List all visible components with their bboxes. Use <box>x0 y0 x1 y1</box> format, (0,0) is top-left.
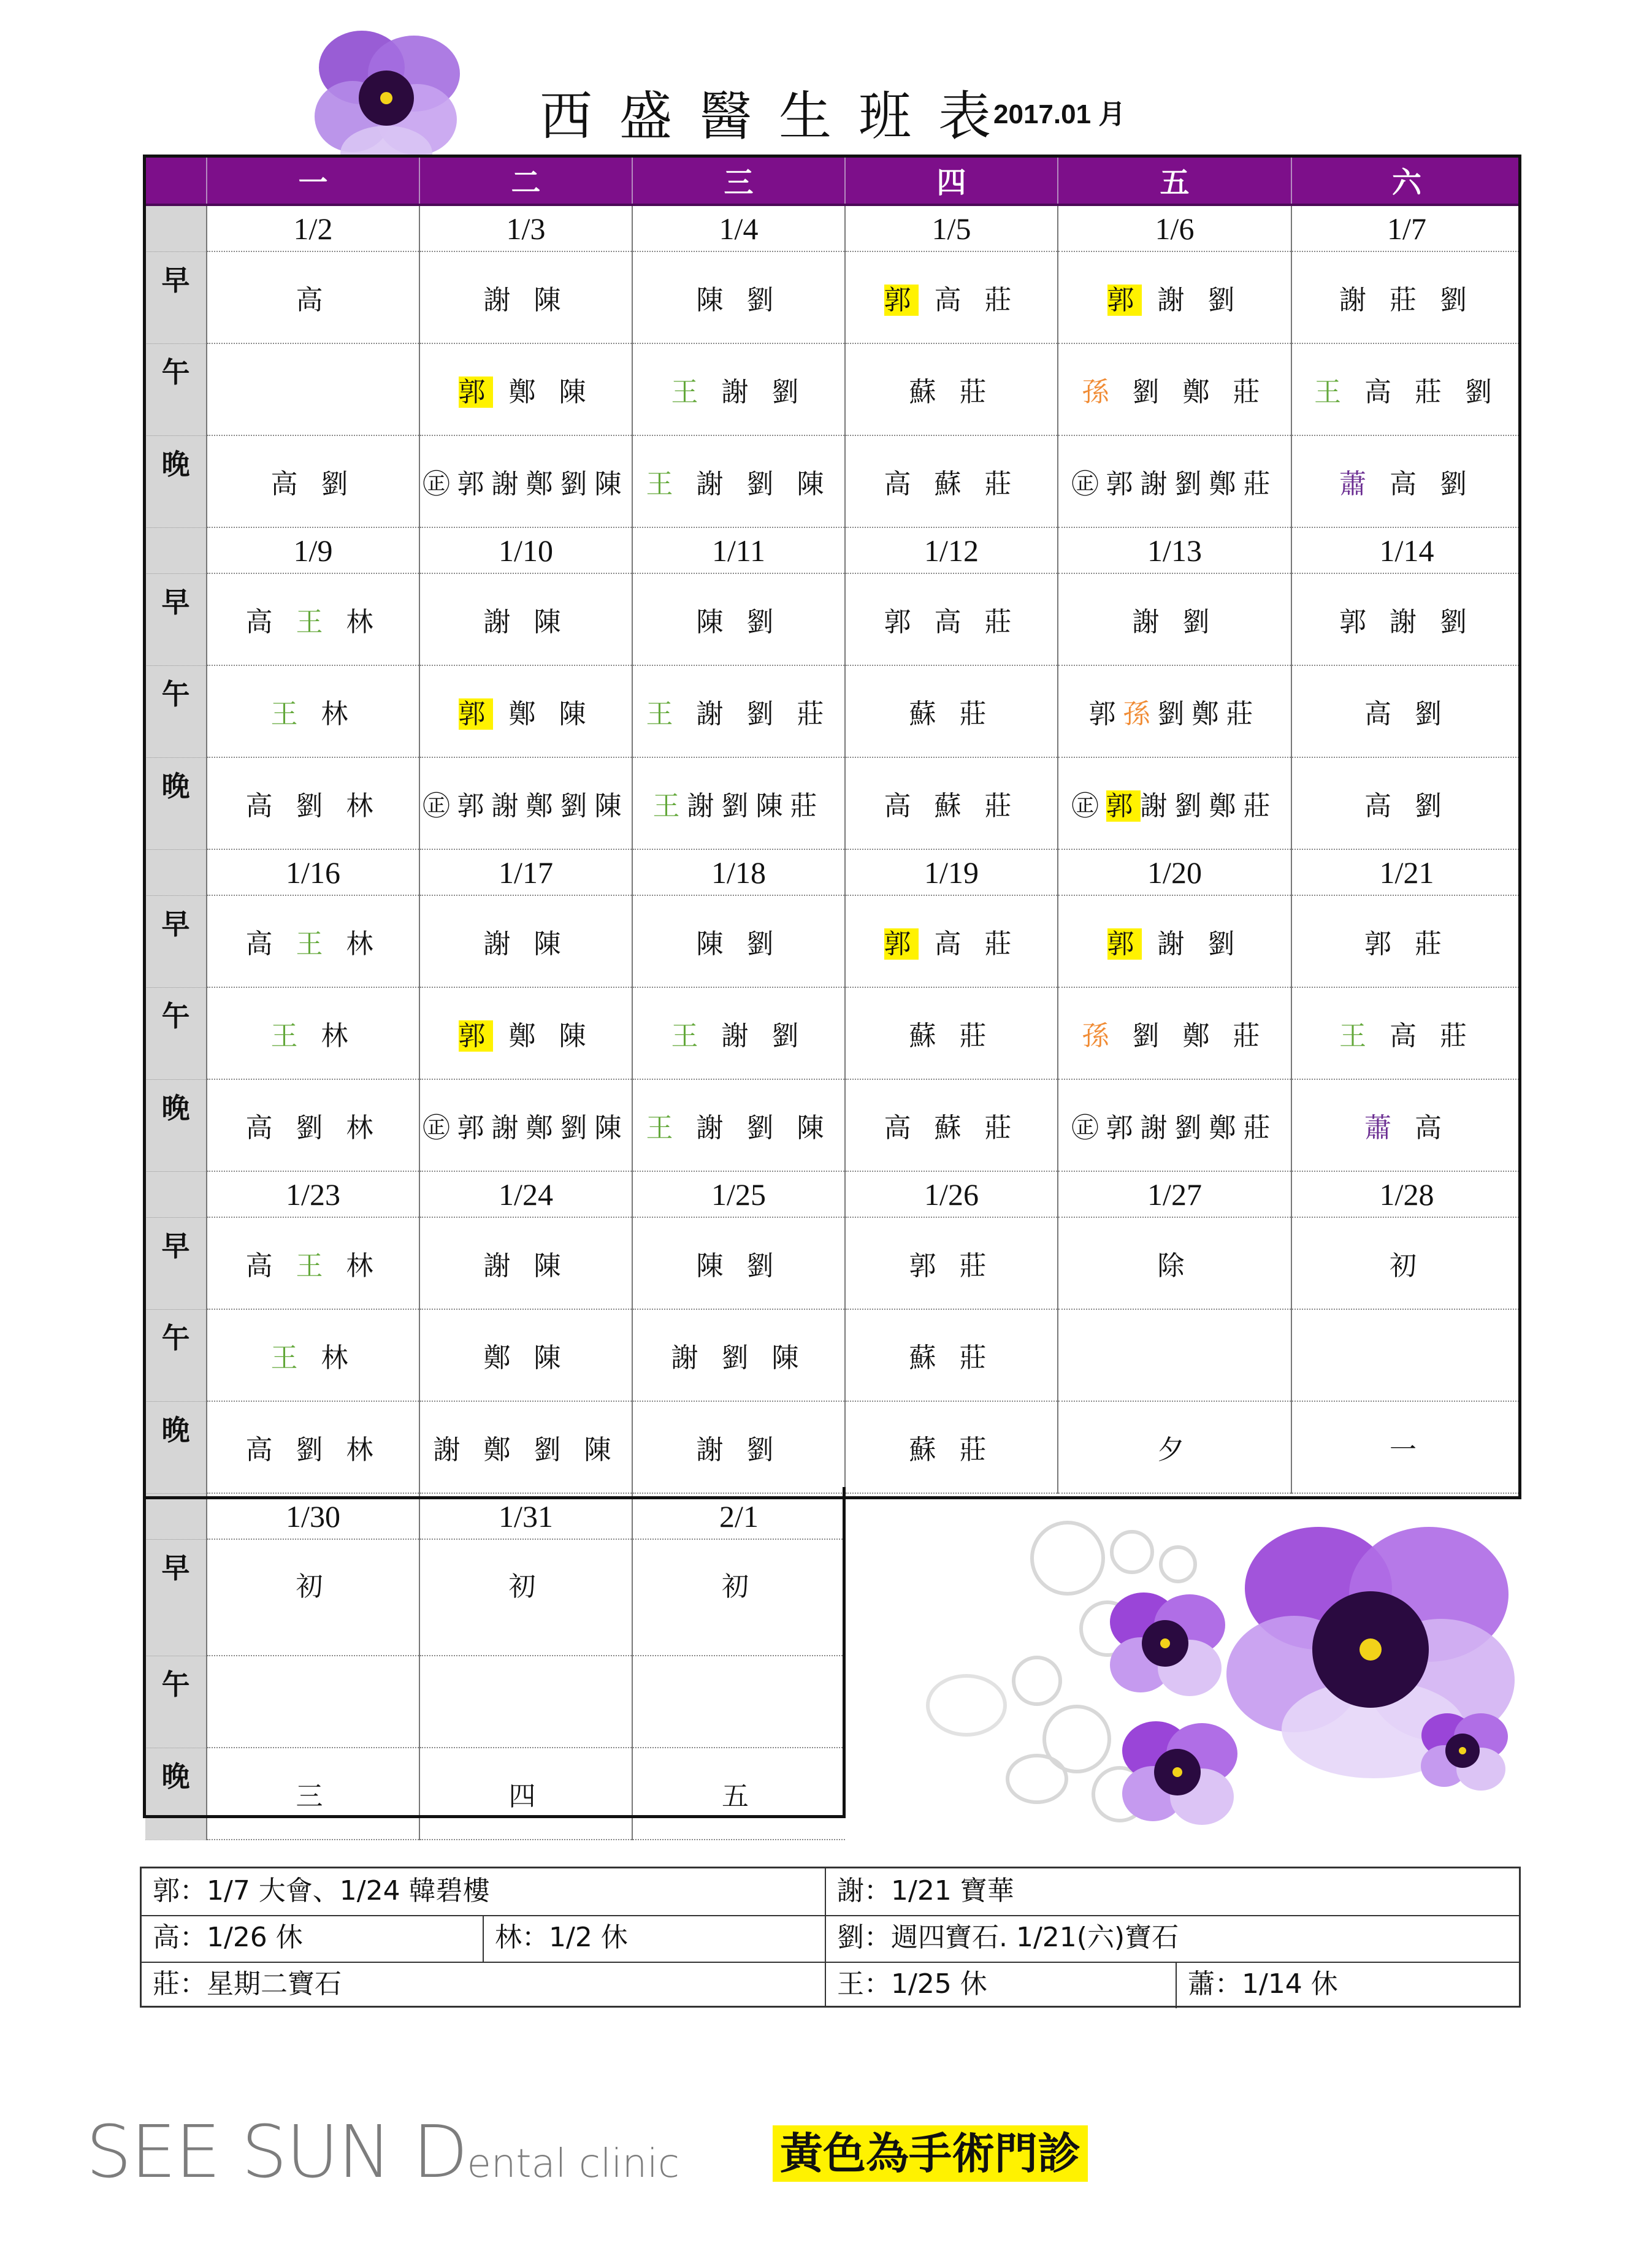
date-cell: 1/14 <box>1291 527 1521 573</box>
pansy-flower-icon <box>1104 1582 1226 1705</box>
doctor-name: 高 劉 <box>1364 790 1449 822</box>
doctor-name: 謝 陳 <box>483 928 568 960</box>
doctor-name: 林 <box>330 606 381 638</box>
doctor-name: 蘇 莊 <box>909 698 994 730</box>
doctor-name: 高 蘇 莊 <box>884 790 1019 822</box>
date-row-side <box>145 527 207 573</box>
schedule-cell <box>207 1309 419 1401</box>
schedule-cell <box>207 665 419 757</box>
schedule-cell <box>1291 757 1521 849</box>
schedule-cell <box>1058 573 1291 665</box>
doctor-name: 林 <box>330 1250 381 1282</box>
date-cell: 1/13 <box>1058 527 1291 573</box>
doctor-name: 五 <box>722 1781 756 1812</box>
date-row-side <box>145 1493 207 1539</box>
weekday-header: 一 <box>207 156 419 205</box>
schedule-cell <box>419 1748 632 1840</box>
doctor-name: 王 <box>671 1020 706 1052</box>
doctor-name: 郭 高 莊 <box>884 606 1019 638</box>
schedule-cell <box>419 757 632 849</box>
date-cell: 1/27 <box>1058 1171 1291 1217</box>
doctor-name: ㊣郭謝鄭劉陳 <box>423 1112 629 1144</box>
schedule-cell <box>207 1656 419 1748</box>
schedule-cell <box>1291 251 1521 343</box>
schedule-cell <box>1058 1401 1291 1493</box>
shift-label: 早 <box>145 573 207 665</box>
doctor-name: 王 <box>646 468 681 500</box>
doctor-name: 郭 莊 <box>909 1250 994 1282</box>
schedule-cell <box>845 1079 1058 1171</box>
doctor-name: 蕭 <box>1364 1112 1399 1144</box>
schedule-cell <box>632 1656 845 1748</box>
doctor-name: 陳 劉 <box>696 285 781 316</box>
shift-label: 晚 <box>145 757 207 849</box>
shift-label: 晚 <box>145 1401 207 1493</box>
schedule-cell <box>419 1217 632 1309</box>
doctor-name: 謝 劉 <box>705 377 806 408</box>
clinic-logo-small: ental clinic <box>467 2141 680 2187</box>
doctor-name: 謝 陳 <box>483 1250 568 1282</box>
schedule-cell <box>1058 895 1291 987</box>
doctor-name: 三 <box>296 1781 331 1812</box>
surgery-doctor: 郭 <box>1107 928 1142 960</box>
schedule-cell <box>632 1309 845 1401</box>
schedule-cell <box>632 1217 845 1309</box>
schedule-cell <box>1058 435 1291 527</box>
doctor-name: 林 <box>330 928 381 960</box>
doctor-name: 王 <box>1339 1020 1374 1052</box>
schedule-cell <box>207 251 419 343</box>
shift-label: 早 <box>145 895 207 987</box>
note-xiao: 蕭：1/14 休 <box>1188 1968 1338 2000</box>
date-cell: 1/24 <box>419 1171 632 1217</box>
weekday-header: 三 <box>632 156 845 205</box>
doctor-name: 鄭 陳 <box>483 1342 568 1374</box>
schedule-cell <box>207 757 419 849</box>
schedule-cell <box>1291 665 1521 757</box>
date-cell: 1/31 <box>419 1493 632 1539</box>
doctor-name: 高 <box>245 1250 296 1282</box>
note-guo: 郭：1/7 大會、1/24 韓碧樓 <box>153 1875 490 1906</box>
doctor-name: 郭 <box>1088 698 1123 730</box>
doctor-name: 謝 劉 陳 <box>680 1112 832 1144</box>
bubble-decoration-icon <box>1030 1521 1105 1596</box>
surgery-doctor: 郭 <box>1106 790 1141 822</box>
schedule-cell <box>845 895 1058 987</box>
doctor-name: 高 劉 <box>1364 698 1449 730</box>
doctor-name: 謝 劉 陳 <box>680 468 832 500</box>
schedule-cell <box>419 1539 632 1656</box>
schedule-cell <box>632 251 845 343</box>
doctor-name: 高 莊 劉 <box>1348 377 1499 408</box>
weekday-header-row <box>145 156 1521 205</box>
schedule-cell <box>1058 1309 1291 1401</box>
schedule-cell <box>207 1401 419 1493</box>
schedule-cell <box>632 757 845 849</box>
doctor-name: 高 莊 <box>918 285 1019 316</box>
shift-label: 早 <box>145 1217 207 1309</box>
doctor-name: 孫 <box>1123 698 1158 730</box>
schedule-cell <box>1058 1217 1291 1309</box>
date-cell: 1/9 <box>207 527 419 573</box>
shift-label: 午 <box>145 1656 207 1748</box>
date-row <box>145 527 1521 573</box>
doctor-name: ㊣郭謝鄭劉陳 <box>423 468 629 500</box>
note-zhuang: 莊：星期二寶石 <box>153 1968 342 2000</box>
date-row-side <box>145 849 207 895</box>
header-corner <box>145 156 207 205</box>
doctor-name: 高 <box>1399 1112 1449 1144</box>
schedule-cell <box>1058 665 1291 757</box>
note-wang: 王：1/25 休 <box>837 1968 987 2000</box>
schedule-cell <box>632 1401 845 1493</box>
schedule-cell <box>1291 343 1521 435</box>
schedule-cell <box>207 1748 419 1840</box>
shift-row-afternoon <box>145 665 1521 757</box>
doctor-name: 謝劉鄭莊 <box>1140 790 1278 822</box>
doctor-name: 高 劉 林 <box>245 790 381 822</box>
schedule-cell <box>419 435 632 527</box>
doctor-name: 高 劉 林 <box>245 1112 381 1144</box>
schedule-cell <box>845 1401 1058 1493</box>
doctor-name: 高 莊 <box>918 928 1019 960</box>
doctor-name: 謝 劉 <box>1141 928 1242 960</box>
doctor-name: 鄭 陳 <box>492 1020 594 1052</box>
doctor-name: ㊣郭謝劉鄭莊 <box>1071 1112 1278 1144</box>
schedule-cell <box>207 435 419 527</box>
doctor-name: 謝劉陳莊 <box>687 790 825 822</box>
schedule-cell <box>845 1217 1058 1309</box>
shift-row-evening <box>145 435 1521 527</box>
schedule-cell <box>207 1539 419 1656</box>
doctor-name: 陳 劉 <box>696 1250 781 1282</box>
date-cell: 2/1 <box>632 1493 845 1539</box>
schedule-cell <box>419 987 632 1079</box>
schedule-cell <box>419 665 632 757</box>
shift-label: 晚 <box>145 1748 207 1840</box>
doctor-name: 孫 <box>1082 377 1117 408</box>
doctor-name: 高 <box>245 606 296 638</box>
shift-row-afternoon <box>145 987 1521 1079</box>
schedule-cell <box>845 757 1058 849</box>
shift-label: 晚 <box>145 435 207 527</box>
doctor-name: 高 <box>296 285 331 316</box>
schedule-cell <box>1291 1079 1521 1171</box>
weekday-header: 五 <box>1058 156 1291 205</box>
date-cell: 1/17 <box>419 849 632 895</box>
doctor-name: 謝 陳 <box>483 285 568 316</box>
date-cell: 1/21 <box>1291 849 1521 895</box>
doctor-name: 王 <box>646 1112 681 1144</box>
bubble-decoration-icon <box>1012 1656 1062 1706</box>
note-lin: 林：1/2 休 <box>495 1922 628 1953</box>
shift-row-morning <box>145 895 1521 987</box>
schedule-cell <box>419 895 632 987</box>
schedule-cell <box>1291 1309 1521 1401</box>
date-cell: 1/11 <box>632 527 845 573</box>
doctor-name: 初 <box>722 1571 756 1602</box>
pansy-flower-icon <box>1116 1711 1239 1833</box>
doctor-name: 謝 劉 莊 <box>680 698 832 730</box>
schedule-cell <box>1291 987 1521 1079</box>
schedule-cell <box>632 1079 845 1171</box>
empty-cell <box>845 1539 1058 1656</box>
schedule-cell <box>207 573 419 665</box>
shift-label: 午 <box>145 1309 207 1401</box>
schedule-cell <box>632 343 845 435</box>
schedule-cell <box>207 1079 419 1171</box>
doctor-name: 王 <box>1314 377 1349 408</box>
surgery-doctor: 郭 <box>884 928 919 960</box>
doctor-name: 高 蘇 莊 <box>884 468 1019 500</box>
schedule-cell <box>1058 251 1291 343</box>
shift-row-evening <box>145 757 1521 849</box>
note-xie: 謝：1/21 寶華 <box>837 1875 1014 1906</box>
doctor-name: 王 <box>270 1342 305 1374</box>
doctor-name: 高 蘇 莊 <box>884 1112 1019 1144</box>
doctor-name: 王 <box>270 1020 305 1052</box>
date-cell: 1/20 <box>1058 849 1291 895</box>
bubble-decoration-icon <box>1006 1754 1068 1804</box>
shift-label: 晚 <box>145 1079 207 1171</box>
doctor-name: 陳 劉 <box>696 606 781 638</box>
weekday-header: 六 <box>1291 156 1521 205</box>
clinic-logo <box>86 2109 679 2194</box>
doctor-name: 高 劉 <box>270 468 356 500</box>
schedule-cell <box>845 251 1058 343</box>
doctor-name: 高 <box>245 928 296 960</box>
doctor-name: 鄭 陳 <box>492 377 594 408</box>
date-cell: 1/7 <box>1291 205 1521 251</box>
schedule-cell <box>419 1656 632 1748</box>
doctor-name: 一 <box>1390 1434 1424 1466</box>
date-cell: 1/25 <box>632 1171 845 1217</box>
schedule-cell <box>207 895 419 987</box>
schedule-cell <box>845 1309 1058 1401</box>
date-cell: 1/16 <box>207 849 419 895</box>
surgery-doctor: 郭 <box>458 1020 493 1052</box>
shift-row-morning <box>145 573 1521 665</box>
schedule-cell <box>1058 1079 1291 1171</box>
shift-label: 午 <box>145 987 207 1079</box>
doctor-name: 鄭 陳 <box>492 698 594 730</box>
shift-label: 早 <box>145 1539 207 1656</box>
doctor-name: 謝 陳 <box>483 606 568 638</box>
schedule-cell <box>845 435 1058 527</box>
note-gao: 高：1/26 休 <box>153 1922 303 1953</box>
date-cell: 1/4 <box>632 205 845 251</box>
doctor-name: 謝 鄭 劉 陳 <box>433 1434 619 1466</box>
date-cell: 1/10 <box>419 527 632 573</box>
shift-label: 午 <box>145 665 207 757</box>
doctor-name: 郭 莊 <box>1364 928 1449 960</box>
shift-row-evening <box>145 1401 1521 1493</box>
shift-row-afternoon <box>145 1309 1521 1401</box>
doctor-name: 謝 劉 <box>1132 606 1217 638</box>
clinic-logo-main: SEE SUN D <box>86 2109 467 2194</box>
schedule-cell <box>1291 895 1521 987</box>
doctor-name: 陳 劉 <box>696 928 781 960</box>
shift-row-evening <box>145 1079 1521 1171</box>
schedule-cell <box>419 1079 632 1171</box>
doctor-name: ㊣郭謝鄭劉陳 <box>423 790 629 822</box>
date-cell: 1/3 <box>419 205 632 251</box>
doctor-name: 蘇 莊 <box>909 1020 994 1052</box>
schedule-month: 2017.01 月 <box>993 99 1126 129</box>
schedule-cell <box>845 987 1058 1079</box>
schedule-cell <box>845 573 1058 665</box>
doctor-name: 劉 鄭 莊 <box>1116 1020 1268 1052</box>
note-liu: 劉：週四寶石. 1/21(六)寶石 <box>837 1922 1179 1953</box>
doctor-name: 除 <box>1157 1250 1192 1282</box>
doctor-name: 王 <box>646 698 681 730</box>
schedule-cell <box>632 895 845 987</box>
doctor-name: 謝 劉 <box>1141 285 1242 316</box>
doctor-name: 林 <box>305 698 356 730</box>
schedule-cell <box>207 1217 419 1309</box>
doctor-name: 謝 莊 劉 <box>1339 285 1474 316</box>
surgery-doctor: 郭 <box>458 377 493 408</box>
shift-label: 午 <box>145 343 207 435</box>
doctor-name: 劉鄭莊 <box>1157 698 1261 730</box>
doctor-name: 劉 鄭 莊 <box>1116 377 1268 408</box>
doctor-name: 初 <box>508 1571 543 1602</box>
doctor-name: 王 <box>296 928 331 960</box>
shift-label: 早 <box>145 251 207 343</box>
doctor-name: 王 <box>270 698 305 730</box>
schedule-cell <box>632 573 845 665</box>
schedule-cell <box>1291 1401 1521 1493</box>
schedule-cell <box>1058 757 1291 849</box>
schedule-cell <box>419 573 632 665</box>
doctor-name: 郭 謝 劉 <box>1339 606 1474 638</box>
doctor-name: 謝 劉 <box>705 1020 806 1052</box>
date-cell: 1/28 <box>1291 1171 1521 1217</box>
date-cell: 1/23 <box>207 1171 419 1217</box>
surgery-doctor: 郭 <box>458 698 493 730</box>
doctor-name: 謝 劉 陳 <box>671 1342 806 1374</box>
doctor-name: 林 <box>305 1342 356 1374</box>
schedule-cell <box>632 987 845 1079</box>
schedule-cell <box>1291 573 1521 665</box>
doctor-name: 王 <box>296 1250 331 1282</box>
schedule-cell <box>845 665 1058 757</box>
doctor-name: 林 <box>305 1020 356 1052</box>
doctor-name: 蕭 <box>1339 468 1374 500</box>
schedule-cell <box>1291 435 1521 527</box>
schedule-cell <box>632 1539 845 1656</box>
shift-row-morning <box>145 251 1521 343</box>
schedule-cell <box>207 987 419 1079</box>
weekday-header: 二 <box>419 156 632 205</box>
schedule-cell <box>419 1309 632 1401</box>
doctor-name: 初 <box>1390 1250 1424 1282</box>
doctor-name: 王 <box>671 377 706 408</box>
schedule-cell <box>632 435 845 527</box>
date-cell: 1/30 <box>207 1493 419 1539</box>
date-row-side <box>145 1171 207 1217</box>
date-cell: 1/6 <box>1058 205 1291 251</box>
bubble-decoration-icon <box>1110 1530 1154 1574</box>
date-row <box>145 1171 1521 1217</box>
notes-table <box>140 1867 1521 2008</box>
date-row <box>145 205 1521 251</box>
doctor-name: 蘇 莊 <box>909 377 994 408</box>
doctor-name: 夕 <box>1157 1434 1192 1466</box>
date-cell: 1/26 <box>845 1171 1058 1217</box>
date-row-side <box>145 205 207 251</box>
schedule-cell <box>632 1748 845 1840</box>
schedule-cell <box>207 343 419 435</box>
schedule-cell <box>845 343 1058 435</box>
doctor-name: 孫 <box>1082 1020 1117 1052</box>
doctor-name: 四 <box>508 1781 543 1812</box>
date-cell: 1/18 <box>632 849 845 895</box>
doctor-name: 王 <box>296 606 331 638</box>
doctor-name: 謝 劉 <box>696 1434 781 1466</box>
date-cell: 1/5 <box>845 205 1058 251</box>
doctor-name: 初 <box>296 1571 331 1602</box>
surgery-doctor: 郭 <box>884 285 919 316</box>
schedule-cell <box>1058 987 1291 1079</box>
weekday-header: 四 <box>845 156 1058 205</box>
shift-row-morning <box>145 1217 1521 1309</box>
schedule-cell <box>632 665 845 757</box>
pansy-flower-icon <box>1417 1705 1509 1797</box>
doctor-name: 蘇 莊 <box>909 1342 994 1374</box>
doctor-name: ㊣郭謝劉鄭莊 <box>1071 468 1278 500</box>
schedule-cell <box>419 343 632 435</box>
date-cell: 1/19 <box>845 849 1058 895</box>
doctor-name: 王 <box>652 790 687 822</box>
schedule-cell <box>419 1401 632 1493</box>
doctor-name: 高 劉 <box>1374 468 1474 500</box>
surgery-doctor: 郭 <box>1107 285 1142 316</box>
date-row <box>145 849 1521 895</box>
bubble-decoration-icon <box>926 1674 1007 1737</box>
schedule-cell <box>419 251 632 343</box>
surgery-legend: 黃色為手術門診 <box>773 2125 1088 2182</box>
page-title: 西盛醫生班表 <box>540 86 1018 147</box>
date-cell: 1/12 <box>845 527 1058 573</box>
date-cell: 1/2 <box>207 205 419 251</box>
bubble-decoration-icon <box>1159 1545 1197 1583</box>
schedule-cell <box>1291 1217 1521 1309</box>
doctor-name: 蘇 莊 <box>909 1434 994 1466</box>
empty-cell <box>845 1493 1058 1539</box>
schedule-cell <box>1058 343 1291 435</box>
shift-row-afternoon <box>145 343 1521 435</box>
doctor-name: ㊣ <box>1071 790 1106 822</box>
doctor-name: 高 莊 <box>1374 1020 1474 1052</box>
doctor-name: 高 劉 林 <box>245 1434 381 1466</box>
